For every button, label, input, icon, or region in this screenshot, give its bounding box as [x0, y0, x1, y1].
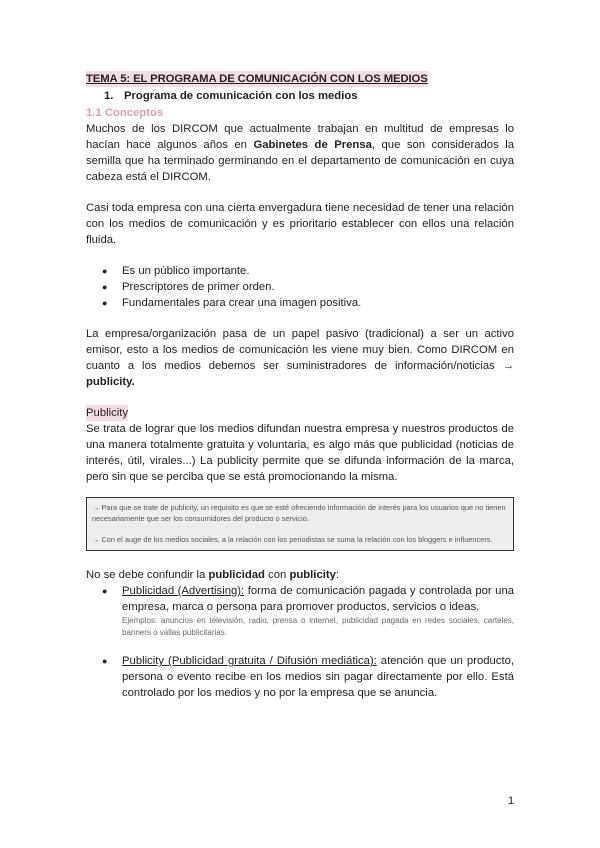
- note-item: → Para que se trate de publicity, un requisito es que se esté ofreciendo información de interés para los usuarios que no tienen necesariamente que ser los consumidores del producto o servicio.: [92, 503, 506, 523]
- bullet-icon: ●: [102, 586, 108, 596]
- paragraph-text: , que son considerados la semilla que ha terminado germinando en el departamento de comunicación en cuya cabeza está el DIRCOM.: [86, 139, 515, 183]
- bullet-icon: ●: [102, 282, 108, 292]
- paragraph-bold: → publicity.: [86, 360, 514, 388]
- list-item-text: Fundamentales para crear una imagen positiva.: [122, 297, 362, 309]
- definition-term: Publicity (Publicidad gratuita / Difusión mediática):: [122, 655, 377, 667]
- paragraph-media-relation: Casi toda empresa con una cierta envergadura tiene necesidad de tener una relación con los medios de comunicación y es prioritario establecer con ellos una relación fluida.: [86, 202, 514, 246]
- document-title: TEMA 5: EL PROGRAMA DE COMUNICACIÓN CON LOS MEDIOS: [86, 73, 428, 85]
- bullet-icon: ●: [102, 298, 108, 308]
- paragraph-bold: publicidad: [208, 569, 265, 581]
- list-item: [86, 653, 514, 701]
- paragraph-dircom: [86, 121, 514, 185]
- paragraph-text: La empresa/organización pasa de un papel pasivo (tradicional) a ser un activo emisor, esto a los medios de comunicación les viene muy bien. Como DIRCOM en cuanto a los medios debemos ser suministradores de información/noticias: [86, 328, 514, 372]
- section-label: Programa de comunicación con los medios: [124, 90, 358, 102]
- definition-list: [86, 583, 514, 701]
- paragraph-text: No se debe confundir la: [86, 569, 209, 581]
- bullet-icon: ●: [102, 266, 108, 276]
- section-heading: [104, 88, 514, 104]
- bullet-icon: ●: [102, 656, 108, 666]
- definition-term: Publicidad (Advertising):: [122, 585, 245, 597]
- paragraph-active-emitter: [86, 326, 514, 390]
- section-number: 1.: [104, 90, 114, 102]
- list-item: [86, 295, 514, 311]
- list-item: [86, 263, 514, 279]
- list-item: [86, 583, 514, 639]
- publicity-heading: Publicity: [86, 407, 129, 419]
- paragraph-text: con: [264, 569, 290, 581]
- paragraph-text: Muchos de los DIRCOM que actualmente trabajan en multitud de empresas lo hacían hace algunos años en: [86, 123, 514, 151]
- list-item-text: Es un público importante.: [122, 265, 250, 277]
- paragraph-text: :: [335, 569, 340, 581]
- subsection-heading: 1.1 Conceptos: [86, 107, 164, 119]
- page-number: 1: [508, 795, 515, 807]
- page-content: [86, 71, 514, 701]
- definition-text: atención que un producto, persona o evento recibe en los medios sin pagar directamente por ello. Está controlado por los medios y no por la empresa que se anuncia.: [122, 655, 515, 699]
- definition-text: forma de comunicación pagada y controlada por una empresa, marca o persona para promover productos, servicios o ideas.: [122, 585, 515, 613]
- paragraph-confuse: [86, 567, 514, 583]
- definition-example: Ejemplos: anuncios en televisión, radio, prensa o internet, publicidad pagada en redes sociales, carteles, banners o vallas publicitarias.: [122, 616, 514, 637]
- paragraph-publicity: Se trata de lograr que los medios difundan nuestra empresa y nuestros productos de una manera totalmente gratuita y voluntaria, es algo más que publicidad (noticias de interés, útil, virales...) La publicity permite que se difunda información de la marca, pero sin que se perciba que se está promocionando la misma.: [86, 423, 514, 483]
- list-item: [86, 279, 514, 295]
- bullet-list: [86, 263, 514, 311]
- note-item: → Con el auge de los medios sociales, a la relación con los periodistas se suma la relación con los bloggers e influencers.: [92, 535, 493, 544]
- list-item-text: Prescriptores de primer orden.: [122, 281, 275, 293]
- note-box: [86, 497, 514, 551]
- paragraph-bold: publicity: [289, 569, 336, 581]
- paragraph-bold: Gabinetes de Prensa: [253, 139, 372, 151]
